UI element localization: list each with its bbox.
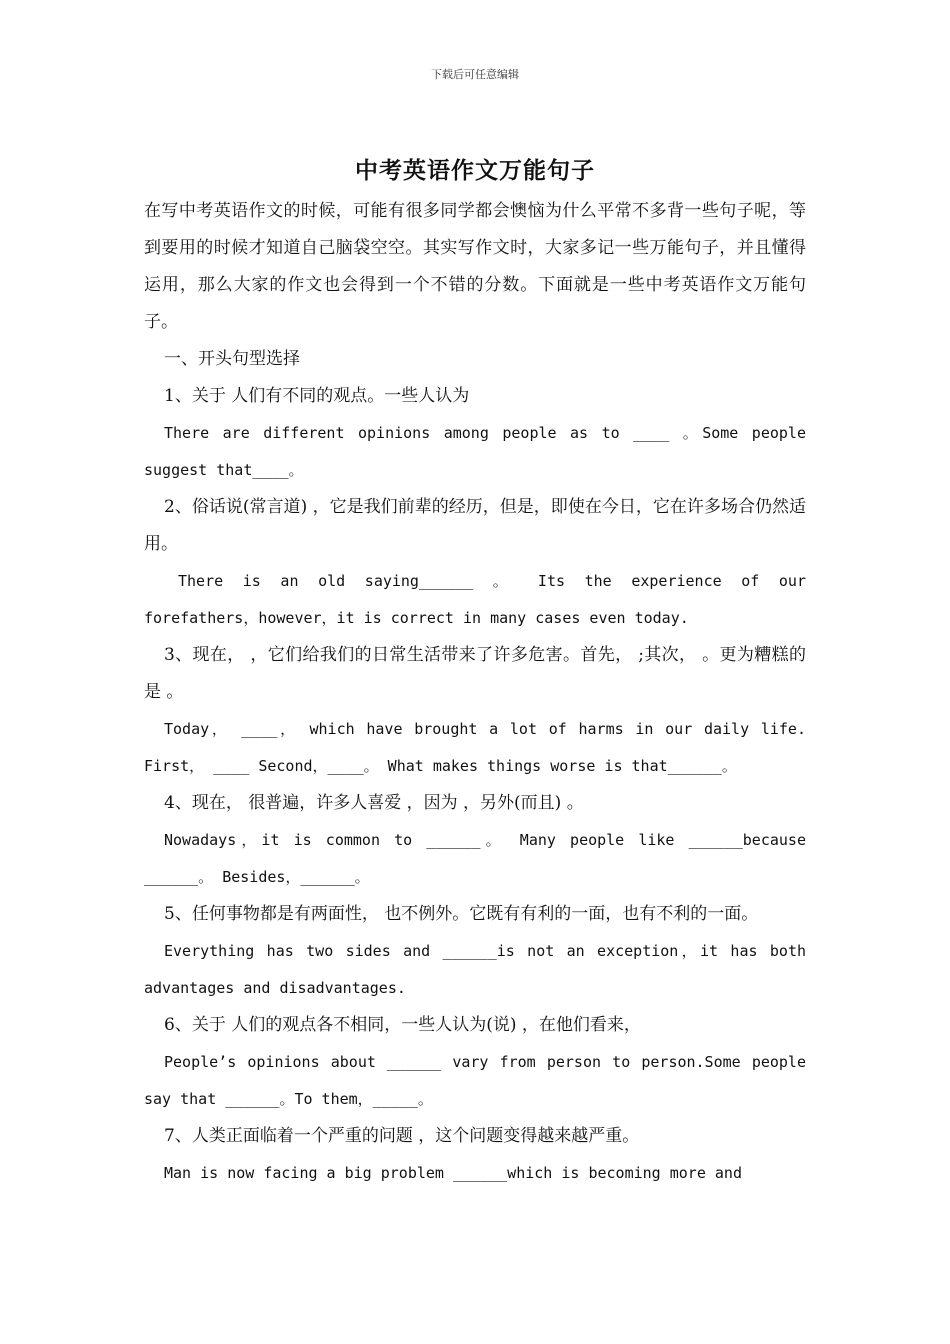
item-en: There are different opinions among people as to ____ 。Some people suggest that____。 [144, 424, 806, 479]
item-cn: 6、关于 人们的观点各不相同，一些人认为(说) ，在他们看来， [164, 1015, 641, 1035]
item-en: Everything has two sides and ______is not an exception，it has both advantages and disadvantages. [144, 942, 806, 997]
item-en: Today， ____， which have brought a lot of harms in our daily life. First， ____ Second，____。 What makes things worse is that______。 [144, 720, 806, 775]
item-cn: 5、任何事物都是有两面性， 也不例外。它既有有利的一面，也有不利的一面。 [164, 904, 759, 924]
section-heading: 一、开头句型选择 [164, 349, 300, 369]
item-en: Nowadays，it is common to ______。 Many people like ______because ______。 Besides，______。 [144, 831, 806, 886]
item-en: People’s opinions about ______ vary from person to person.Some people say that ______。To them，_____。 [144, 1053, 806, 1108]
item-cn: 3、现在， ，它们给我们的日常生活带来了许多危害。首先， ;其次， 。更为糟糕的是 。 [144, 645, 806, 702]
document-body [144, 193, 806, 1192]
item-en: There is an old saying______ 。 Its the experience of our forefathers，however，it is correct in many cases even today. [144, 572, 806, 627]
intro-paragraph: 在写中考英语作文的时候，可能有很多同学都会懊恼为什么平常不多背一些句子呢，等到要用的时候才知道自己脑袋空空。其实写作文时，大家多记一些万能句子，并且懂得运用，那么大家的作文也会得到一个不错的分数。下面就是一些中考英语作文万能句子。 [144, 201, 806, 332]
item-cn: 2、俗话说(常言道) ，它是我们前辈的经历，但是，即使在今日，它在许多场合仍然适用。 [144, 497, 806, 554]
item-cn: 7、人类正面临着一个严重的问题 ，这个问题变得越来越严重。 [164, 1126, 640, 1146]
item-cn: 4、现在， 很普遍，许多人喜爱 ，因为 ，另外(而且) 。 [164, 793, 584, 813]
item-cn: 1、关于 人们有不同的观点。一些人认为 [164, 386, 470, 406]
page-title: 中考英语作文万能句子 [355, 157, 595, 184]
header-note: 下载后可任意编辑 [431, 68, 519, 81]
item-en: Man is now facing a big problem ______which is becoming more and [164, 1164, 742, 1182]
